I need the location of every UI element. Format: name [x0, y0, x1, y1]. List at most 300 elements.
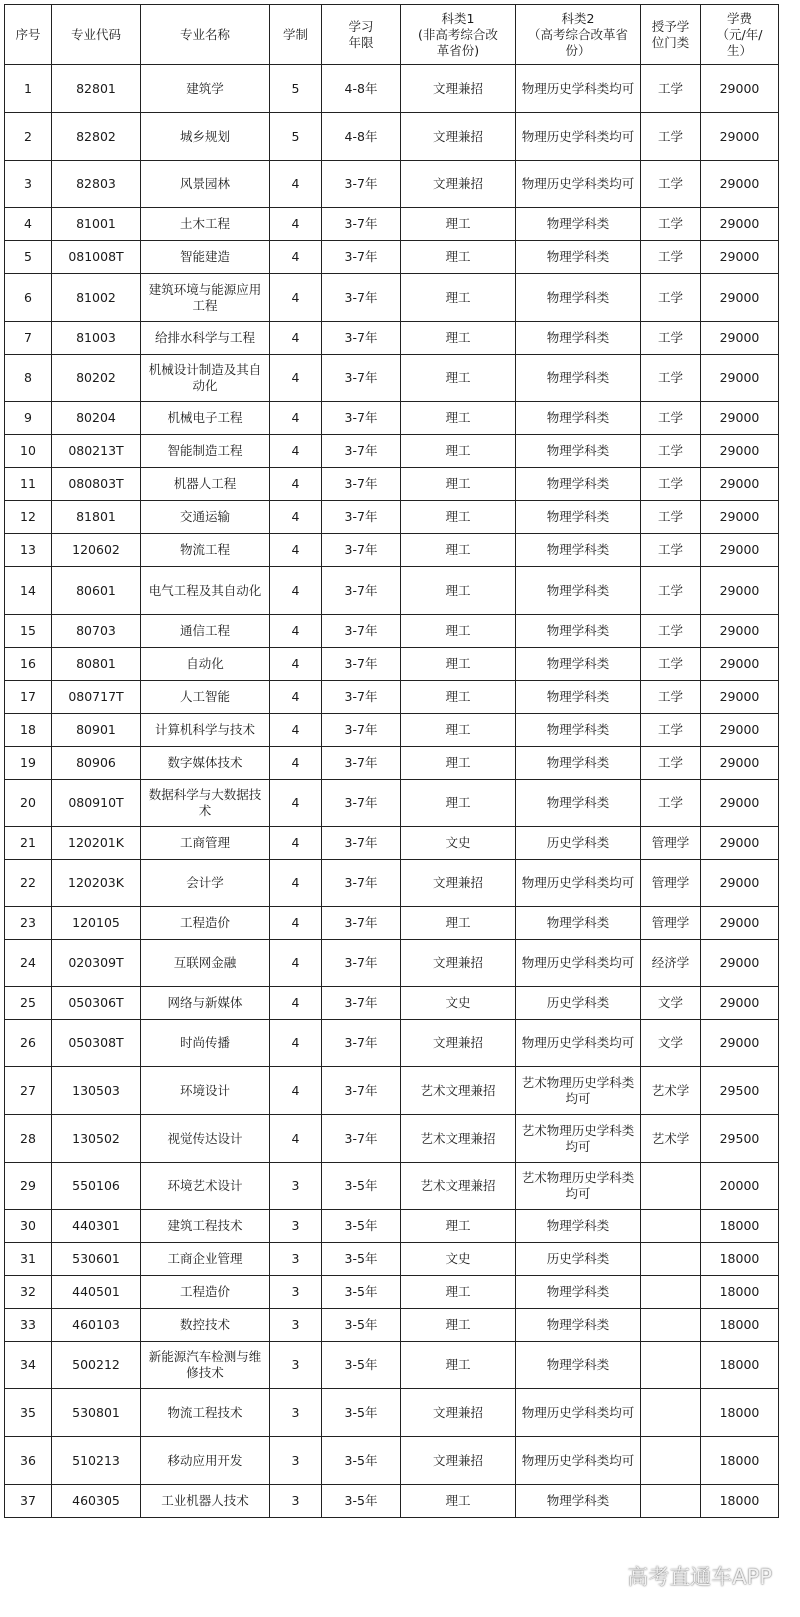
- col-major-code-cell: 440301: [52, 1210, 141, 1243]
- col-tuition-cell: 29500: [701, 1115, 779, 1163]
- col-index-cell: 16: [5, 648, 52, 681]
- col-tuition-cell: 18000: [701, 1437, 779, 1485]
- col-degree-cell: 工学: [641, 648, 701, 681]
- col-index-cell: 11: [5, 468, 52, 501]
- col-index-cell: 31: [5, 1243, 52, 1276]
- col-study-years-cell: 3-7年: [322, 161, 401, 208]
- col-degree-cell: 管理学: [641, 860, 701, 907]
- col-category-1-cell: 理工: [401, 747, 516, 780]
- col-category-2-cell: 物理学科类: [516, 681, 641, 714]
- col-degree-cell: 经济学: [641, 940, 701, 987]
- col-major-name-cell: 环境设计: [141, 1067, 270, 1115]
- col-category-1-cell: 理工: [401, 501, 516, 534]
- col-study-years-cell: 3-7年: [322, 435, 401, 468]
- col-tuition-cell: 29000: [701, 322, 779, 355]
- col-study-years-cell: 3-7年: [322, 780, 401, 827]
- col-duration-cell: 3: [270, 1485, 322, 1518]
- col-tuition-cell: 29000: [701, 1020, 779, 1067]
- col-degree-cell: [641, 1485, 701, 1518]
- col-major-name-cell: 通信工程: [141, 615, 270, 648]
- col-tuition-cell: 29000: [701, 747, 779, 780]
- col-category-2-cell: 物理历史学科类均可: [516, 1437, 641, 1485]
- col-tuition-cell: 18000: [701, 1309, 779, 1342]
- col-major-code-cell: 530601: [52, 1243, 141, 1276]
- col-study-years-cell: 3-7年: [322, 355, 401, 402]
- table-row: [5, 241, 779, 274]
- table-row: [5, 355, 779, 402]
- col-major-code-cell: 080910T: [52, 780, 141, 827]
- col-study-years-cell: 3-7年: [322, 402, 401, 435]
- col-degree-cell: [641, 1342, 701, 1389]
- header-col-index: 序号: [5, 5, 52, 65]
- col-category-1-cell: 理工: [401, 1309, 516, 1342]
- col-study-years-cell: 3-7年: [322, 987, 401, 1020]
- col-duration-cell: 4: [270, 681, 322, 714]
- col-category-2-cell: 物理学科类: [516, 907, 641, 940]
- col-category-2-cell: 物理历史学科类均可: [516, 65, 641, 113]
- col-index-cell: 27: [5, 1067, 52, 1115]
- col-category-2-cell: 物理学科类: [516, 1485, 641, 1518]
- col-study-years-cell: 4-8年: [322, 65, 401, 113]
- col-degree-cell: [641, 1163, 701, 1210]
- col-category-2-cell: 历史学科类: [516, 827, 641, 860]
- col-category-1-cell: 理工: [401, 402, 516, 435]
- col-index-cell: 24: [5, 940, 52, 987]
- col-duration-cell: 3: [270, 1309, 322, 1342]
- col-tuition-cell: 29000: [701, 65, 779, 113]
- col-study-years-cell: 3-7年: [322, 501, 401, 534]
- col-degree-cell: 工学: [641, 747, 701, 780]
- col-major-name-cell: 建筑环境与能源应用工程: [141, 274, 270, 322]
- col-degree-cell: 艺术学: [641, 1067, 701, 1115]
- col-study-years-cell: 3-7年: [322, 1115, 401, 1163]
- col-tuition-cell: 29000: [701, 534, 779, 567]
- col-category-1-cell: 理工: [401, 615, 516, 648]
- table-row: [5, 681, 779, 714]
- col-major-code-cell: 120201K: [52, 827, 141, 860]
- col-duration-cell: 3: [270, 1389, 322, 1437]
- table-row: [5, 615, 779, 648]
- col-major-name-cell: 移动应用开发: [141, 1437, 270, 1485]
- col-degree-cell: 文学: [641, 1020, 701, 1067]
- table-row: [5, 1115, 779, 1163]
- col-category-2-cell: 物理学科类: [516, 241, 641, 274]
- col-index-cell: 9: [5, 402, 52, 435]
- col-index-cell: 26: [5, 1020, 52, 1067]
- col-category-2-cell: 物理历史学科类均可: [516, 1389, 641, 1437]
- col-study-years-cell: 3-7年: [322, 274, 401, 322]
- majors-table: [4, 4, 779, 1518]
- col-study-years-cell: 3-7年: [322, 648, 401, 681]
- col-degree-cell: 工学: [641, 615, 701, 648]
- col-major-name-cell: 智能建造: [141, 241, 270, 274]
- col-duration-cell: 4: [270, 322, 322, 355]
- col-category-2-cell: 物理学科类: [516, 468, 641, 501]
- col-category-2-cell: 物理历史学科类均可: [516, 860, 641, 907]
- col-tuition-cell: 29000: [701, 468, 779, 501]
- col-major-code-cell: 120602: [52, 534, 141, 567]
- header-col-major-name: 专业名称: [141, 5, 270, 65]
- header-col-degree: 授予学 位门类: [641, 5, 701, 65]
- col-duration-cell: 4: [270, 1115, 322, 1163]
- col-degree-cell: 工学: [641, 65, 701, 113]
- col-major-name-cell: 机械设计制造及其自动化: [141, 355, 270, 402]
- col-degree-cell: [641, 1210, 701, 1243]
- col-major-code-cell: 080213T: [52, 435, 141, 468]
- table-row: [5, 567, 779, 615]
- col-study-years-cell: 3-7年: [322, 681, 401, 714]
- col-study-years-cell: 3-5年: [322, 1309, 401, 1342]
- col-degree-cell: 文学: [641, 987, 701, 1020]
- col-index-cell: 6: [5, 274, 52, 322]
- col-category-1-cell: 文理兼招: [401, 161, 516, 208]
- col-category-2-cell: 物理历史学科类均可: [516, 113, 641, 161]
- col-tuition-cell: 18000: [701, 1276, 779, 1309]
- col-category-2-cell: 物理学科类: [516, 1276, 641, 1309]
- col-category-2-cell: 物理学科类: [516, 435, 641, 468]
- col-duration-cell: 4: [270, 208, 322, 241]
- col-tuition-cell: 29000: [701, 435, 779, 468]
- col-major-name-cell: 机械电子工程: [141, 402, 270, 435]
- header-col-category-1: 科类1 (非高考综合改 革省份): [401, 5, 516, 65]
- col-category-1-cell: 文史: [401, 987, 516, 1020]
- col-category-1-cell: 理工: [401, 567, 516, 615]
- col-index-cell: 7: [5, 322, 52, 355]
- header-col-study-years: 学习 年限: [322, 5, 401, 65]
- col-study-years-cell: 3-7年: [322, 747, 401, 780]
- col-tuition-cell: 29000: [701, 681, 779, 714]
- col-duration-cell: 5: [270, 65, 322, 113]
- col-index-cell: 30: [5, 1210, 52, 1243]
- col-major-code-cell: 500212: [52, 1342, 141, 1389]
- col-category-1-cell: 理工: [401, 534, 516, 567]
- col-tuition-cell: 18000: [701, 1485, 779, 1518]
- col-category-2-cell: 物理历史学科类均可: [516, 940, 641, 987]
- col-duration-cell: 4: [270, 161, 322, 208]
- col-major-code-cell: 550106: [52, 1163, 141, 1210]
- col-tuition-cell: 29000: [701, 714, 779, 747]
- col-tuition-cell: 20000: [701, 1163, 779, 1210]
- col-category-1-cell: 理工: [401, 1210, 516, 1243]
- col-study-years-cell: 3-5年: [322, 1437, 401, 1485]
- table-row: [5, 208, 779, 241]
- col-degree-cell: 工学: [641, 780, 701, 827]
- col-tuition-cell: 18000: [701, 1389, 779, 1437]
- col-degree-cell: [641, 1437, 701, 1485]
- col-index-cell: 17: [5, 681, 52, 714]
- col-major-code-cell: 120105: [52, 907, 141, 940]
- col-category-1-cell: 文理兼招: [401, 940, 516, 987]
- col-duration-cell: 4: [270, 501, 322, 534]
- col-major-code-cell: 510213: [52, 1437, 141, 1485]
- col-major-name-cell: 视觉传达设计: [141, 1115, 270, 1163]
- col-duration-cell: 4: [270, 534, 322, 567]
- col-category-1-cell: 文理兼招: [401, 113, 516, 161]
- col-index-cell: 34: [5, 1342, 52, 1389]
- col-category-2-cell: 物理学科类: [516, 208, 641, 241]
- header-col-duration: 学制: [270, 5, 322, 65]
- col-major-code-cell: 130503: [52, 1067, 141, 1115]
- table-row: [5, 940, 779, 987]
- col-category-1-cell: 理工: [401, 468, 516, 501]
- col-duration-cell: 5: [270, 113, 322, 161]
- col-category-2-cell: 物理学科类: [516, 274, 641, 322]
- table-row: [5, 827, 779, 860]
- col-study-years-cell: 3-7年: [322, 468, 401, 501]
- col-degree-cell: 工学: [641, 161, 701, 208]
- col-degree-cell: 工学: [641, 274, 701, 322]
- col-tuition-cell: 29000: [701, 161, 779, 208]
- col-category-2-cell: 艺术物理历史学科类均可: [516, 1067, 641, 1115]
- col-degree-cell: 工学: [641, 208, 701, 241]
- col-index-cell: 32: [5, 1276, 52, 1309]
- col-category-2-cell: 物理学科类: [516, 648, 641, 681]
- col-index-cell: 21: [5, 827, 52, 860]
- col-category-1-cell: 理工: [401, 681, 516, 714]
- table-row: [5, 714, 779, 747]
- col-category-2-cell: 物理学科类: [516, 355, 641, 402]
- col-duration-cell: 4: [270, 860, 322, 907]
- col-duration-cell: 4: [270, 435, 322, 468]
- col-category-1-cell: 理工: [401, 1342, 516, 1389]
- col-tuition-cell: 29000: [701, 615, 779, 648]
- col-study-years-cell: 3-5年: [322, 1210, 401, 1243]
- col-duration-cell: 4: [270, 987, 322, 1020]
- table-row: [5, 1276, 779, 1309]
- col-degree-cell: 工学: [641, 681, 701, 714]
- col-duration-cell: 4: [270, 1067, 322, 1115]
- col-duration-cell: 4: [270, 827, 322, 860]
- col-category-1-cell: 理工: [401, 274, 516, 322]
- col-degree-cell: 工学: [641, 322, 701, 355]
- col-duration-cell: 4: [270, 714, 322, 747]
- col-study-years-cell: 3-7年: [322, 615, 401, 648]
- col-major-name-cell: 工程造价: [141, 1276, 270, 1309]
- col-study-years-cell: 4-8年: [322, 113, 401, 161]
- col-category-1-cell: 理工: [401, 241, 516, 274]
- col-major-name-cell: 时尚传播: [141, 1020, 270, 1067]
- table-row: [5, 161, 779, 208]
- header-col-category-2: 科类2 （高考综合改革省 份）: [516, 5, 641, 65]
- col-category-2-cell: 物理学科类: [516, 1309, 641, 1342]
- header-col-major-code: 专业代码: [52, 5, 141, 65]
- col-degree-cell: 管理学: [641, 827, 701, 860]
- table-row: [5, 1210, 779, 1243]
- col-duration-cell: 4: [270, 1020, 322, 1067]
- col-major-code-cell: 81002: [52, 274, 141, 322]
- table-row: [5, 1020, 779, 1067]
- col-degree-cell: 工学: [641, 113, 701, 161]
- col-major-code-cell: 80906: [52, 747, 141, 780]
- col-study-years-cell: 3-7年: [322, 860, 401, 907]
- col-category-1-cell: 艺术文理兼招: [401, 1067, 516, 1115]
- col-category-2-cell: 历史学科类: [516, 987, 641, 1020]
- col-tuition-cell: 29000: [701, 274, 779, 322]
- col-index-cell: 20: [5, 780, 52, 827]
- table-row: [5, 860, 779, 907]
- col-major-code-cell: 82803: [52, 161, 141, 208]
- col-major-code-cell: 530801: [52, 1389, 141, 1437]
- col-index-cell: 5: [5, 241, 52, 274]
- table-row: [5, 435, 779, 468]
- col-duration-cell: 3: [270, 1210, 322, 1243]
- col-major-code-cell: 130502: [52, 1115, 141, 1163]
- col-index-cell: 37: [5, 1485, 52, 1518]
- col-major-code-cell: 81801: [52, 501, 141, 534]
- col-study-years-cell: 3-5年: [322, 1276, 401, 1309]
- col-tuition-cell: 29000: [701, 241, 779, 274]
- col-category-1-cell: 文史: [401, 1243, 516, 1276]
- col-tuition-cell: 29000: [701, 940, 779, 987]
- col-category-1-cell: 文史: [401, 827, 516, 860]
- col-category-2-cell: 物理学科类: [516, 1342, 641, 1389]
- col-major-code-cell: 050308T: [52, 1020, 141, 1067]
- col-study-years-cell: 3-7年: [322, 940, 401, 987]
- col-index-cell: 10: [5, 435, 52, 468]
- col-tuition-cell: 29000: [701, 113, 779, 161]
- col-study-years-cell: 3-5年: [322, 1163, 401, 1210]
- col-degree-cell: 管理学: [641, 907, 701, 940]
- col-tuition-cell: 29000: [701, 648, 779, 681]
- col-tuition-cell: 18000: [701, 1210, 779, 1243]
- col-tuition-cell: 18000: [701, 1342, 779, 1389]
- table-row: [5, 113, 779, 161]
- col-major-name-cell: 工商企业管理: [141, 1243, 270, 1276]
- col-tuition-cell: 29000: [701, 402, 779, 435]
- col-major-name-cell: 电气工程及其自动化: [141, 567, 270, 615]
- col-major-name-cell: 风景园林: [141, 161, 270, 208]
- col-major-name-cell: 数据科学与大数据技术: [141, 780, 270, 827]
- table-row: [5, 322, 779, 355]
- col-tuition-cell: 29000: [701, 567, 779, 615]
- col-study-years-cell: 3-7年: [322, 827, 401, 860]
- col-category-2-cell: 物理学科类: [516, 615, 641, 648]
- col-major-code-cell: 81001: [52, 208, 141, 241]
- col-tuition-cell: 29000: [701, 907, 779, 940]
- col-major-name-cell: 工业机器人技术: [141, 1485, 270, 1518]
- col-tuition-cell: 29000: [701, 501, 779, 534]
- table-row: [5, 907, 779, 940]
- col-degree-cell: 工学: [641, 355, 701, 402]
- col-category-1-cell: 艺术文理兼招: [401, 1163, 516, 1210]
- col-major-code-cell: 80703: [52, 615, 141, 648]
- col-duration-cell: 3: [270, 1243, 322, 1276]
- col-category-1-cell: 理工: [401, 714, 516, 747]
- col-category-2-cell: 物理历史学科类均可: [516, 161, 641, 208]
- col-tuition-cell: 29000: [701, 355, 779, 402]
- col-category-2-cell: 物理学科类: [516, 534, 641, 567]
- col-major-name-cell: 会计学: [141, 860, 270, 907]
- col-index-cell: 1: [5, 65, 52, 113]
- col-major-code-cell: 82802: [52, 113, 141, 161]
- col-index-cell: 23: [5, 907, 52, 940]
- col-duration-cell: 4: [270, 907, 322, 940]
- col-duration-cell: 4: [270, 355, 322, 402]
- col-major-name-cell: 环境艺术设计: [141, 1163, 270, 1210]
- col-category-1-cell: 文理兼招: [401, 860, 516, 907]
- col-duration-cell: 4: [270, 648, 322, 681]
- col-study-years-cell: 3-5年: [322, 1389, 401, 1437]
- col-major-code-cell: 080717T: [52, 681, 141, 714]
- col-duration-cell: 4: [270, 274, 322, 322]
- col-duration-cell: 4: [270, 567, 322, 615]
- col-major-name-cell: 给排水科学与工程: [141, 322, 270, 355]
- col-index-cell: 4: [5, 208, 52, 241]
- table-row: [5, 648, 779, 681]
- col-category-1-cell: 理工: [401, 355, 516, 402]
- col-major-code-cell: 80901: [52, 714, 141, 747]
- col-category-1-cell: 理工: [401, 648, 516, 681]
- watermark: 高考直通车APP: [627, 1565, 772, 1589]
- col-tuition-cell: 29000: [701, 780, 779, 827]
- col-study-years-cell: 3-7年: [322, 208, 401, 241]
- col-major-code-cell: 460103: [52, 1309, 141, 1342]
- col-tuition-cell: 29000: [701, 987, 779, 1020]
- col-major-code-cell: 80601: [52, 567, 141, 615]
- table-row: [5, 747, 779, 780]
- col-degree-cell: 艺术学: [641, 1115, 701, 1163]
- col-index-cell: 19: [5, 747, 52, 780]
- table-header-row: [5, 5, 779, 65]
- col-index-cell: 2: [5, 113, 52, 161]
- col-major-name-cell: 物流工程: [141, 534, 270, 567]
- col-index-cell: 12: [5, 501, 52, 534]
- col-category-2-cell: 物理学科类: [516, 402, 641, 435]
- col-duration-cell: 3: [270, 1276, 322, 1309]
- col-major-code-cell: 80801: [52, 648, 141, 681]
- col-study-years-cell: 3-7年: [322, 907, 401, 940]
- col-major-name-cell: 物流工程技术: [141, 1389, 270, 1437]
- col-category-1-cell: 理工: [401, 1276, 516, 1309]
- col-major-name-cell: 互联网金融: [141, 940, 270, 987]
- col-category-1-cell: 理工: [401, 322, 516, 355]
- col-duration-cell: 4: [270, 468, 322, 501]
- col-category-1-cell: 文理兼招: [401, 1389, 516, 1437]
- col-category-2-cell: 物理学科类: [516, 747, 641, 780]
- col-major-name-cell: 网络与新媒体: [141, 987, 270, 1020]
- table-row: [5, 1389, 779, 1437]
- col-major-name-cell: 智能制造工程: [141, 435, 270, 468]
- table-row: [5, 534, 779, 567]
- col-category-2-cell: 物理历史学科类均可: [516, 1020, 641, 1067]
- col-category-2-cell: 艺术物理历史学科类均可: [516, 1163, 641, 1210]
- col-index-cell: 13: [5, 534, 52, 567]
- col-tuition-cell: 29000: [701, 860, 779, 907]
- col-major-name-cell: 新能源汽车检测与维修技术: [141, 1342, 270, 1389]
- col-category-2-cell: 物理学科类: [516, 501, 641, 534]
- col-index-cell: 29: [5, 1163, 52, 1210]
- col-category-1-cell: 理工: [401, 435, 516, 468]
- col-index-cell: 15: [5, 615, 52, 648]
- table-row: [5, 1243, 779, 1276]
- col-duration-cell: 3: [270, 1342, 322, 1389]
- col-tuition-cell: 29000: [701, 827, 779, 860]
- col-major-code-cell: 081008T: [52, 241, 141, 274]
- col-category-1-cell: 文理兼招: [401, 65, 516, 113]
- col-degree-cell: 工学: [641, 468, 701, 501]
- col-category-1-cell: 文理兼招: [401, 1020, 516, 1067]
- col-major-code-cell: 020309T: [52, 940, 141, 987]
- col-category-1-cell: 艺术文理兼招: [401, 1115, 516, 1163]
- col-degree-cell: 工学: [641, 501, 701, 534]
- col-major-code-cell: 080803T: [52, 468, 141, 501]
- table-row: [5, 1342, 779, 1389]
- col-category-2-cell: 物理学科类: [516, 714, 641, 747]
- col-major-name-cell: 建筑工程技术: [141, 1210, 270, 1243]
- table-row: [5, 1437, 779, 1485]
- table-row: [5, 501, 779, 534]
- col-index-cell: 25: [5, 987, 52, 1020]
